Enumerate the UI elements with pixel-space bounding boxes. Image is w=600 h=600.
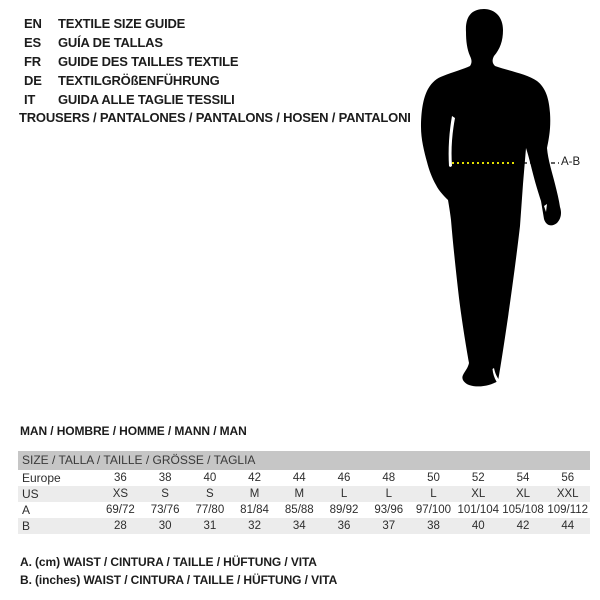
language-text: TEXTILE SIZE GUIDE — [58, 16, 186, 31]
size-cell: L — [385, 488, 392, 500]
language-text: GUÍA DE TALLAS — [58, 35, 163, 50]
size-cell: 37 — [382, 520, 396, 532]
size-cell: 89/92 — [329, 504, 359, 516]
size-cell: 40 — [203, 472, 217, 484]
size-cell: 46 — [337, 472, 351, 484]
size-cell: 42 — [516, 520, 530, 532]
size-cell: L — [340, 488, 348, 500]
measure-note-line: A. (cm) WAIST / CINTURA / TAILLE / HÜFTUNG / VITA — [20, 555, 317, 569]
size-cell: 69/72 — [105, 504, 135, 516]
language-text: GUIDA ALLE TAGLIE TESSILI — [58, 92, 235, 107]
language-code: EN — [24, 16, 42, 31]
size-cell: 56 — [561, 472, 575, 484]
table-row-a — [18, 502, 590, 518]
language-row-en — [24, 14, 238, 33]
size-cell: 85/88 — [284, 504, 314, 516]
size-cell: 81/84 — [240, 504, 269, 516]
language-list — [24, 14, 238, 109]
language-row-de — [24, 71, 238, 90]
language-row-it — [24, 90, 238, 109]
size-cell: 28 — [113, 520, 127, 532]
table-title: MAN / HOMBRE / HOMME / MANN / MAN — [20, 424, 247, 438]
row-label: Europe — [22, 471, 61, 485]
size-cell: 42 — [248, 472, 261, 484]
language-code: FR — [24, 54, 41, 69]
size-cell: L — [430, 488, 437, 500]
size-cell: 44 — [561, 520, 575, 532]
size-cell: 50 — [427, 472, 440, 484]
language-row-es — [24, 33, 238, 52]
size-cell: 30 — [158, 520, 172, 532]
measure-notes — [20, 553, 337, 589]
size-table — [18, 451, 590, 534]
product-category-title: TROUSERS / PANTALONES / PANTALONS / HOSEN / PANTALONI — [19, 110, 411, 125]
size-cell: 48 — [382, 472, 396, 484]
size-cell: XS — [112, 488, 129, 500]
size-cell: XL — [471, 488, 486, 500]
size-cell: 32 — [248, 520, 261, 532]
size-table-header: SIZE / TALLA / TAILLE / GRÖSSE / TAGLIA — [18, 451, 590, 470]
man-silhouette-shape — [421, 9, 561, 386]
language-text: TEXTILGRÖßENFÜHRUNG — [58, 73, 220, 88]
size-cell: XXL — [556, 488, 579, 500]
language-code: ES — [24, 35, 41, 50]
size-cell: 105/108 — [502, 504, 544, 516]
size-cell: 34 — [292, 520, 306, 532]
size-cell: 109/112 — [547, 504, 589, 516]
size-cell: 31 — [203, 520, 217, 532]
language-text: GUIDE DES TAILLES TEXTILE — [58, 54, 239, 69]
size-table-body — [18, 470, 590, 534]
size-cell: 38 — [427, 520, 440, 532]
size-cell: XL — [515, 488, 531, 500]
size-cell: 36 — [337, 520, 351, 532]
measure-label-ab: A-B — [561, 156, 581, 168]
size-cell: 54 — [516, 472, 530, 484]
man-silhouette-figure — [395, 0, 600, 410]
size-cell: S — [161, 488, 169, 500]
size-cell: 38 — [158, 472, 172, 484]
size-cell: M — [294, 488, 305, 500]
language-code: DE — [24, 73, 42, 88]
row-label: US — [22, 487, 39, 501]
size-cell: 97/100 — [415, 504, 452, 516]
row-label: A — [22, 503, 31, 517]
size-cell: 77/80 — [195, 504, 225, 516]
size-cell: 73/76 — [150, 504, 180, 516]
size-cell: 44 — [292, 472, 306, 484]
table-row-europe — [18, 470, 590, 486]
size-cell: 52 — [471, 472, 485, 484]
size-cell: M — [249, 488, 260, 500]
table-row-b — [18, 518, 590, 534]
measure-note-line: B. (inches) WAIST / CINTURA / TAILLE / HÜFTUNG / VITA — [20, 573, 338, 587]
size-cell: 36 — [113, 472, 127, 484]
language-row-fr — [24, 52, 238, 71]
size-cell: 40 — [471, 520, 485, 532]
size-cell: S — [206, 488, 214, 500]
language-code: IT — [24, 92, 36, 107]
table-row-us — [18, 486, 590, 502]
row-label: B — [22, 519, 31, 533]
size-cell: 101/104 — [457, 504, 500, 516]
size-cell: 93/96 — [374, 504, 404, 516]
